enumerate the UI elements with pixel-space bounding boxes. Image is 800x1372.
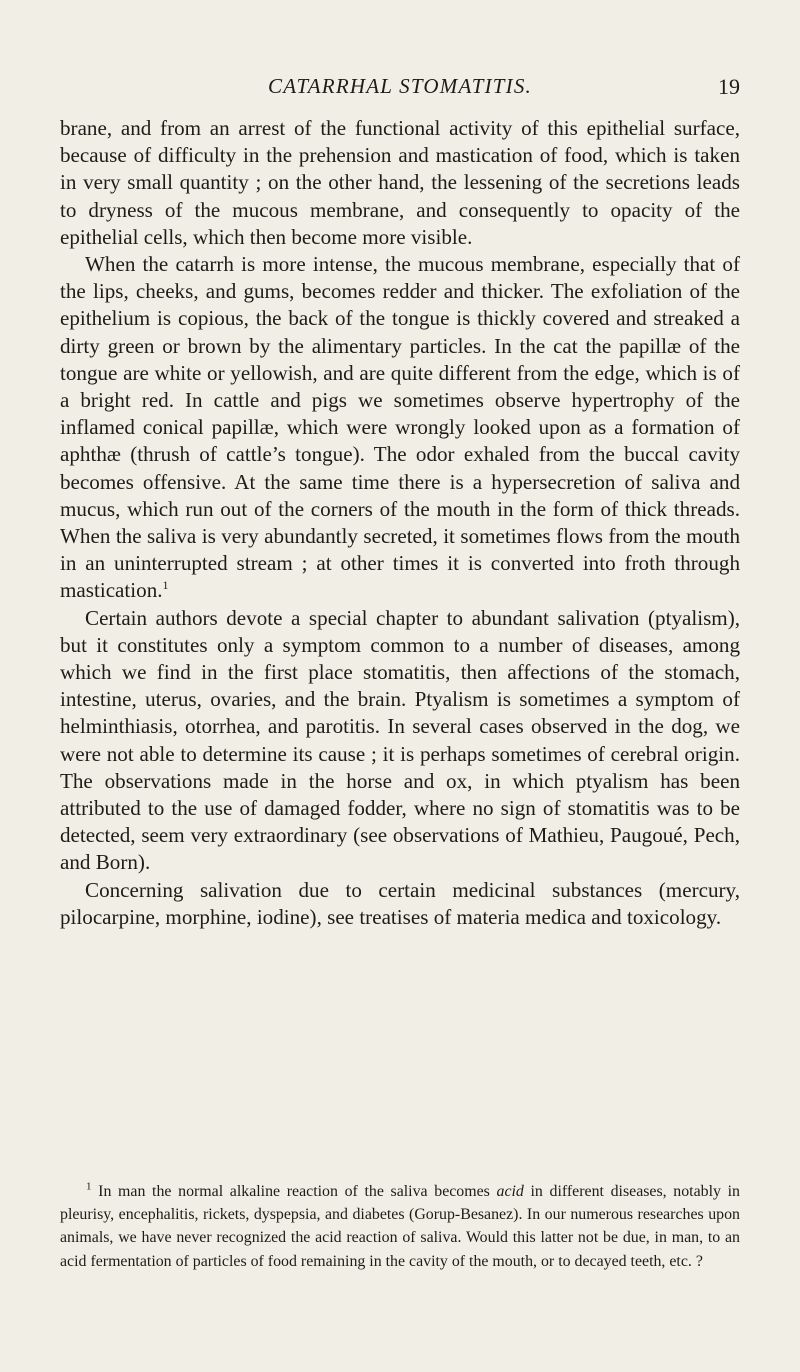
body-text bbox=[60, 115, 740, 931]
paragraph-text: When the catarrh is more intense, the mucous membrane, especially that of the lips, cheeks, and gums, becomes redder and thicker. The exfoliation of the epithelium is copious, the back of the tongue is thickly covered and streaked a dirty green or brown by the alimentary particles. In the cat the papillæ of the tongue are white or yellowish, and are quite different from the edge, which is of a bright red. In cattle and pigs we sometimes observe hypertrophy of the inflamed conical papillæ, which were wrongly looked upon as a formation of aphthæ (thrush of cattle’s tongue). The odor exhaled from the buccal cavity becomes offensive. At the same time there is a hypersecretion of saliva and mucus, which run out of the corners of the mouth in the form of thick threads. When the saliva is very abundantly secreted, it sometimes flows from the mouth in an uninterrupted stream ; at other times it is converted into froth through mastication. bbox=[60, 252, 740, 603]
paragraph-text: Concerning salivation due to certain medicinal substances (mercury, pilocarpine, morphine, iodine), see treatises of materia medica and toxicology. bbox=[60, 877, 740, 929]
footnote bbox=[60, 1180, 740, 1273]
paragraph-text: brane, and from an arrest of the functional activity of this epithelial surface, because of difficulty in the prehension and mastication of food, which is taken in very small quantity ; on the other hand, the lessening of the secretions leads to dryness of the mucous membrane, and consequently to opacity of the epithelial cells, which then become more visible. bbox=[60, 116, 740, 249]
footnote-reference: 1 bbox=[162, 578, 169, 593]
paragraph-continuation bbox=[60, 115, 740, 251]
footnote-text-continued: in different diseases, notably in pleurisy, encephalitis, rickets, dyspepsia, and diabetes (Gorup-Besanez). In our numerous researches upon animals, we have never recognized the acid reaction of saliva. Would this latter not be due, in man, to an acid fermentation of particles of food remaining in the cavity of the mouth, or to decayed teeth, etc. ? bbox=[60, 1183, 740, 1270]
footnote-mark: 1 bbox=[86, 1180, 92, 1193]
paragraph-text: Certain authors devote a special chapter to abundant salivation (ptyalism), but it constitutes only a symptom common to a number of diseases, among which we find in the first place stomatitis, then affections of the stomach, intestine, uterus, ovaries, and the brain. Ptyalism is sometimes a symptom of helminthiasis, otorrhea, and parotitis. In several cases observed in the dog, we were not able to determine its cause ; it is perhaps sometimes of cerebral origin. The observations made in the horse and ox, in which ptyalism has been attributed to the use of damaged fodder, where no sign of stomatitis was to be detected, seem very extraordinary (see observations of Mathieu, Paugoué, Pech, and Born). bbox=[60, 605, 740, 875]
page-number: 19 bbox=[718, 74, 740, 99]
paragraph-ptyalism bbox=[60, 605, 740, 877]
paragraph-catarrh-intense bbox=[60, 251, 740, 605]
paragraph-salivation-medicinal bbox=[60, 877, 740, 931]
footnote-text: In man the normal alkaline reaction of the saliva becomes bbox=[98, 1183, 497, 1200]
footnote-emphasis: acid bbox=[496, 1183, 524, 1200]
running-head bbox=[60, 74, 740, 104]
running-title: CATARRHAL STOMATITIS. bbox=[267, 74, 532, 98]
